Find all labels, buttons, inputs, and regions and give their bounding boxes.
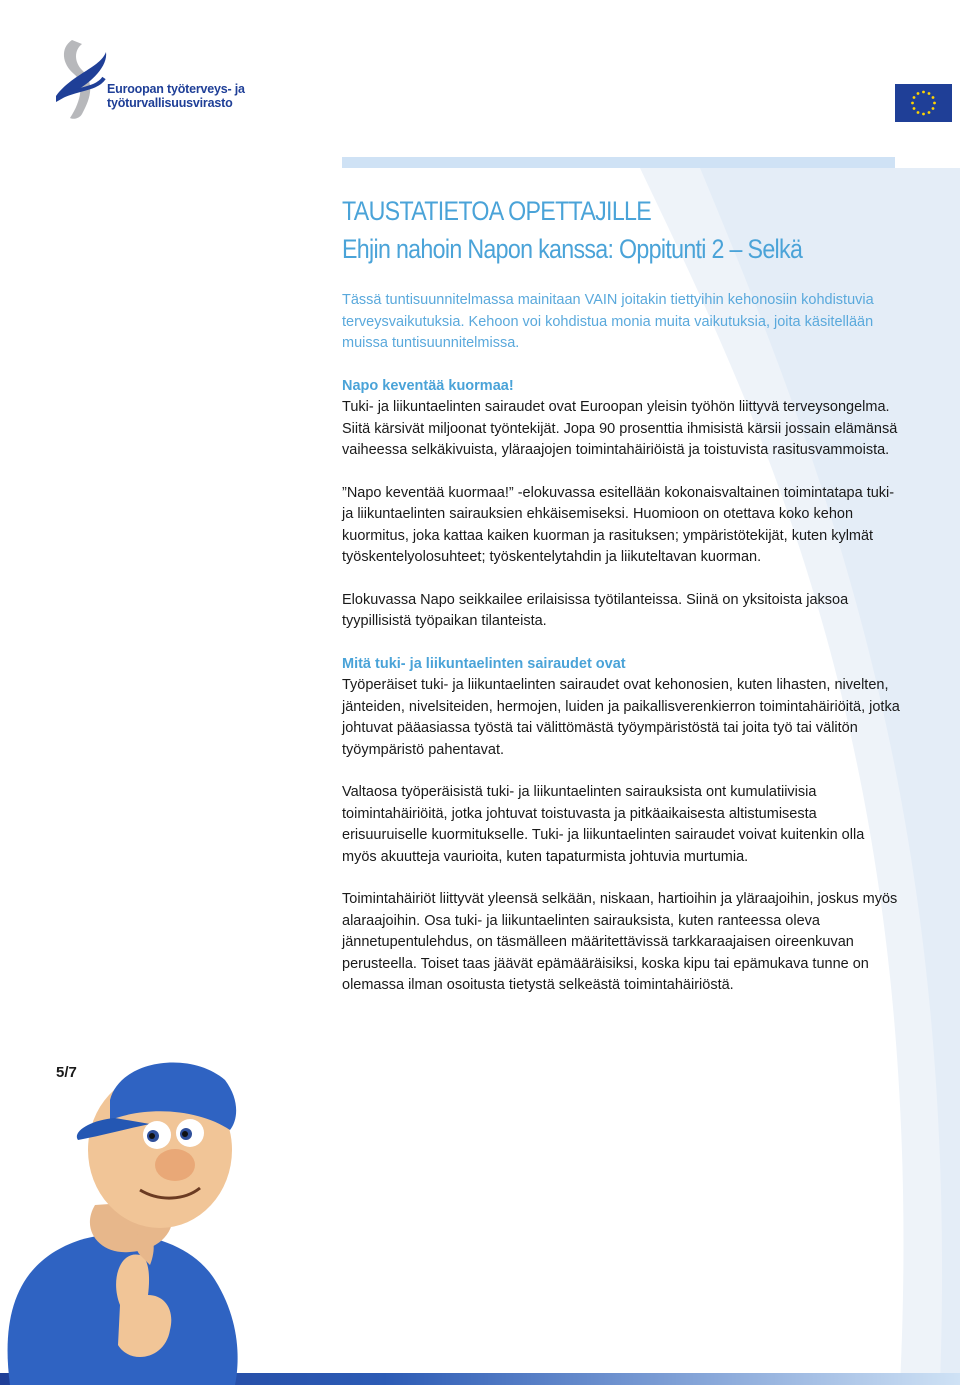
section1 [342, 376, 902, 462]
eu-flag-icon [895, 84, 952, 122]
page-number: 5/7 [56, 1064, 77, 1081]
section2-heading: Mitä tuki- ja liikuntaelinten sairaudet ovat [342, 655, 626, 672]
page-subtitle: Ehjin nahoin Napon kanssa: Oppitunti 2 – Selkä [342, 234, 803, 264]
agency-logo-icon [52, 30, 252, 130]
section1-paragraph1: Tuki- ja liikuntaelinten sairaudet ovat Euroopan yleisin työhön liittyvä terveysongelma. Siitä kärsivät miljoonat työntekijät. Jopa 90 prosenttia ihmisistä kärsii jossain elämänsä vaiheessa selkäkivuista, yläraajojen toimintahäiriöistä ja toistuvista rasitusvammoista. [342, 399, 898, 458]
section1-paragraph3: Elokuvassa Napo seikkailee erilaisissa työtilanteissa. Siinä on yksitoista jaksoa tyypillisistä työpaikan tilanteista. [342, 591, 849, 629]
section2-paragraph1: Työperäiset tuki- ja liikuntaelinten sairaudet ovat kehonosien, kuten lihasten, nivelten, jänteiden, nivelsiteiden, hermojen, luiden ja paikallisverenkierron toimintahäiriöitä, jotka johtuvat pääasiassa työstä tai välittömästä työympäristöstä tai joita työ tai välitön työympäristö pahentavat. [342, 677, 900, 758]
section2 [342, 654, 902, 762]
agency-name [107, 82, 245, 110]
agency-name-line2: työturvallisuusvirasto [107, 96, 233, 110]
section1-heading: Napo keventää kuormaa! [342, 377, 514, 394]
section1-paragraph2: ”Napo keventää kuormaa!” -elokuvassa esitellään kokonaisvaltainen toimintatapa tuki- ja liikuntaelinten sairauksien ehkäisemiseksi. Huomioon on otettava koko kehon kuormitus, joka kattaa kaiken kuorman ja rasituksen; ympäristötekijät, kuten kylmät työskentelyolosuhteet; työskentelytahdin ja liikuteltavan kuorman. [342, 484, 895, 565]
header-divider-bar [342, 157, 895, 168]
page-title: TAUSTATIETOA OPETTAJILLE [342, 196, 652, 226]
intro-paragraph: Tässä tuntisuunnitelmassa mainitaan VAIN joitakin tiettyihin kehonosiin kohdistuvia terveysvaikutuksia. Kehoon voi kohdistua monia muita vaikutuksia, joita käsitellään muissa tuntisuunnitelmissa. [342, 292, 874, 351]
napo-character-icon [0, 1040, 250, 1385]
section2-paragraph3: Toimintahäiriöt liittyvät yleensä selkään, niskaan, hartioihin ja yläraajoihin, joskus myös alaraajoihin. Osa tuki- ja liikuntaelinten sairauksista, kuten ranteessa oleva jännetupentulehdus, on täsmälleen määritettävissä tarkkaraajaisen oireenkuvan perusteella. Toiset taas jäävät epämääräisiksi, koska kipu tai epämukava tunne on olemassa ilman osoitusta tietystä selkeästä toimintahäiriöstä. [342, 891, 898, 993]
section2-paragraph2: Valtaosa työperäisistä tuki- ja liikuntaelinten sairauksista ont kumulatiivisia toimintahäiriöitä, jotka johtuvat toistuvasta ja pitkäaikaisesta altistumisesta erisuuruiselle kuormitukselle. Tuki- ja liikuntaelinten sairaudet voivat kuitenkin olla myös akuutteja vaurioita, kuten tapaturmista johtuvia murtumia. [342, 784, 865, 865]
main-content [342, 192, 902, 997]
agency-name-line1: Euroopan työterveys- ja [107, 82, 245, 96]
